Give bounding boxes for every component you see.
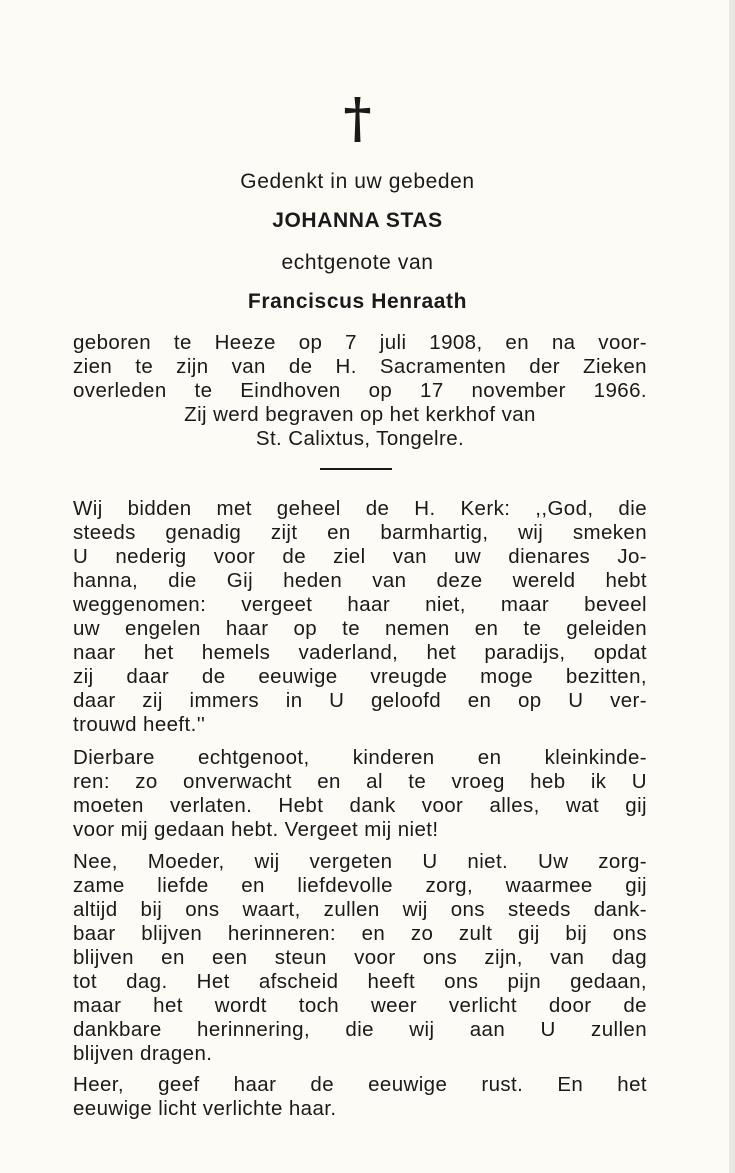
- closing-paragraph: [73, 1073, 647, 1121]
- closing-line: eeuwige licht verlichte haar.: [73, 1097, 337, 1120]
- bio-line: geboren te Heeze op 7 juli 1908, en na voor-: [73, 331, 647, 354]
- prayer-line: naar het hemels vaderland, het paradijs, opdat: [73, 641, 647, 664]
- relation-text: echtgenote van: [281, 251, 434, 274]
- prayer-line: steeds genadig zijt en barmhartig, wij smeken: [73, 521, 647, 544]
- farewell-line: voor mij gedaan hebt. Vergeet mij niet!: [73, 818, 439, 841]
- deceased-name: JOHANNA STAS: [272, 209, 443, 232]
- tribute-line: blijven en een steun voor ons zijn, van dag: [73, 946, 647, 969]
- tribute-paragraph: [73, 850, 647, 1066]
- spouse-name: Franciscus Henraath: [247, 290, 468, 313]
- bio-line: zien te zijn van de H. Sacramenten der Zieken: [73, 355, 647, 378]
- farewell-line: Dierbare echtgenoot, kinderen en kleinkinde-: [73, 746, 647, 769]
- cross-icon: †: [343, 86, 372, 150]
- prayer-line: hanna, die Gij heden van deze wereld hebt: [73, 569, 647, 592]
- tribute-line: Nee, Moeder, wij vergeten U niet. Uw zorg-: [73, 850, 647, 873]
- bio-line: Zij werd begraven op het kerkhof van: [184, 403, 536, 426]
- prayer-line: U nederig voor de ziel van uw dienares Jo-: [73, 545, 647, 568]
- closing-line: Heer, geef haar de eeuwige rust. En het: [73, 1073, 647, 1096]
- farewell-line: ren: zo onverwacht en al te vroeg heb ik U: [73, 770, 647, 793]
- tribute-line: tot dag. Het afscheid heeft ons pijn gedaan,: [73, 970, 647, 993]
- tribute-line: altijd bij ons waart, zullen wij ons steeds dank-: [73, 898, 647, 921]
- tribute-line: dankbare herinnering, die wij aan U zullen: [73, 1018, 647, 1041]
- bio-line: St. Calixtus, Tongelre.: [255, 427, 465, 450]
- prayer-line: trouwd heeft.'': [73, 713, 206, 736]
- prayer-line: Wij bidden met geheel de H. Kerk: ,,God, die: [73, 497, 647, 520]
- biography: [73, 331, 647, 451]
- intro-text: Gedenkt in uw gebeden: [240, 170, 475, 193]
- prayer-line: zij daar de eeuwige vreugde moge bezitten,: [73, 665, 647, 688]
- prayer-paragraph: [73, 497, 647, 737]
- tribute-line: maar het wordt toch weer verlicht door de: [73, 994, 647, 1017]
- tribute-line: blijven dragen.: [73, 1042, 213, 1065]
- prayer-line: uw engelen haar op te nemen en te geleiden: [73, 617, 647, 640]
- prayer-line: weggenomen: vergeet haar niet, maar beveel: [73, 593, 647, 616]
- prayer-line: daar zij immers in U geloofd en op U ver-: [73, 689, 647, 712]
- tribute-line: baar blijven herinneren: en zo zult gij bij ons: [73, 922, 647, 945]
- tribute-line: zame liefde en liefdevolle zorg, waarmee gij: [73, 874, 647, 897]
- farewell-line: moeten verlaten. Hebt dank voor alles, wat gij: [73, 794, 647, 817]
- bio-line: overleden te Eindhoven op 17 november 1966.: [73, 379, 647, 402]
- card-edge: [729, 0, 735, 1173]
- farewell-paragraph: [73, 746, 647, 842]
- divider: [320, 468, 392, 470]
